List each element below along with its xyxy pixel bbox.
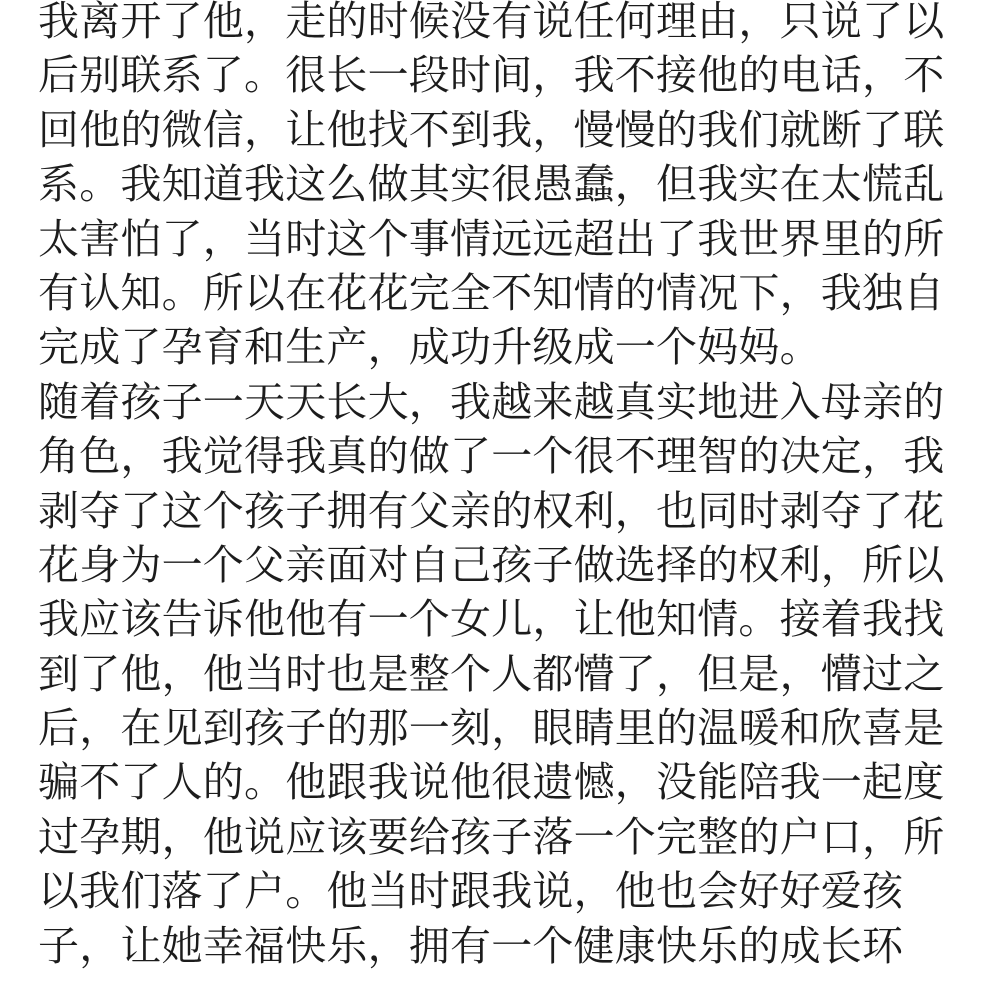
text-line: 剥夺了这个孩子拥有父亲的权利，也同时剥夺了花 bbox=[38, 486, 945, 535]
text-line: 过孕期，他说应该要给孩子落一个完整的户口，所 bbox=[38, 812, 945, 861]
text-line: 我应该告诉他他有一个女儿，让他知情。接着我找 bbox=[38, 595, 945, 644]
text-line: 有认知。所以在花花完全不知情的情况下，我独自 bbox=[38, 268, 945, 317]
text-line: 骗不了人的。他跟我说他很遗憾，没能陪我一起度 bbox=[38, 758, 945, 807]
text-line: 回他的微信，让他找不到我，慢慢的我们就断了联 bbox=[38, 105, 945, 154]
text-line: 花身为一个父亲面对自己孩子做选择的权利，所以 bbox=[38, 540, 945, 589]
body-text bbox=[38, 0, 978, 973]
text-line: 后，在见到孩子的那一刻，眼睛里的温暖和欣喜是 bbox=[38, 704, 945, 753]
text-line: 子，让她幸福快乐，拥有一个健康快乐的成长环 bbox=[38, 921, 904, 970]
text-line: 到了他，他当时也是整个人都懵了，但是，懵过之 bbox=[38, 649, 945, 698]
text-line: 后别联系了。很长一段时间，我不接他的电话，不 bbox=[38, 51, 945, 100]
text-line: 以我们落了户。他当时跟我说，他也会好好爱孩 bbox=[38, 867, 904, 916]
text-line: 我离开了他，走的时候没有说任何理由，只说了以 bbox=[38, 0, 945, 45]
text-line: 完成了孕育和生产，成功升级成一个妈妈。 bbox=[38, 323, 821, 372]
text-line: 角色，我觉得我真的做了一个很不理智的决定，我 bbox=[38, 432, 945, 481]
text-line: 太害怕了，当时这个事情远远超出了我世界里的所 bbox=[38, 214, 945, 263]
text-line: 系。我知道我这么做其实很愚蠢，但我实在太慌乱 bbox=[38, 160, 945, 209]
text-line: 随着孩子一天天长大，我越来越真实地进入母亲的 bbox=[38, 377, 945, 426]
